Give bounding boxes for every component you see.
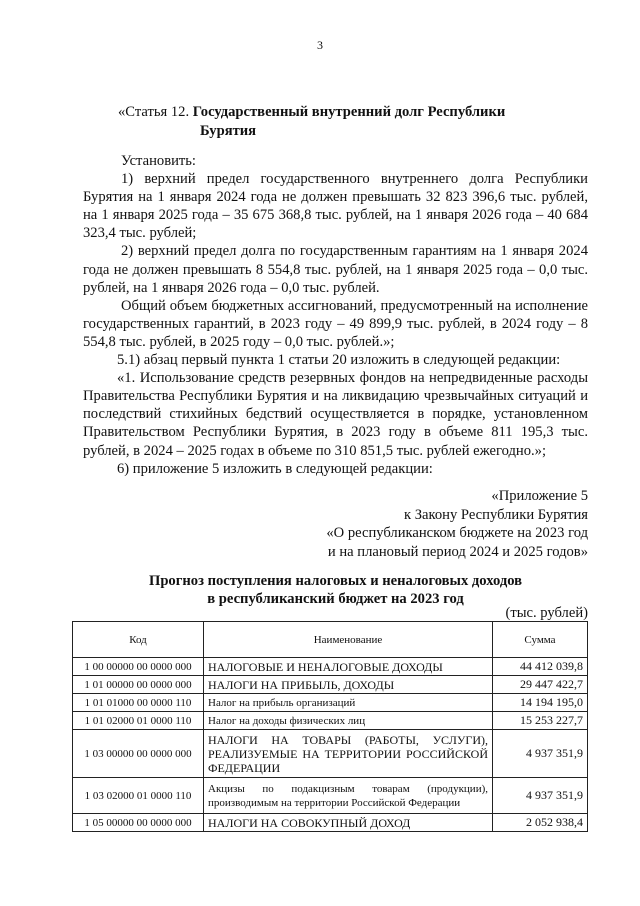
article-title-line1: Государственный внутренний долг Республики <box>192 104 506 120</box>
row-name: НАЛОГИ НА ПРИБЫЛЬ, ДОХОДЫ <box>204 676 493 694</box>
appendix-line: «О республиканском бюджете на 2023 год <box>326 525 588 541</box>
table-title-line1: Прогноз поступления налоговых и неналоговых доходов <box>148 573 523 589</box>
appendix-line: «Приложение 5 <box>491 488 588 504</box>
paragraph: 2) верхний предел долга по государственным гарантиям на 1 января 2024 года не должен превышать 8 554,8 тыс. рублей, на 1 января 2025 года – 0,0 тыс. рублей, на 1 января 2026 года – 0,0 тыс. рублей. <box>83 243 588 296</box>
row-code: 1 03 02000 01 0000 110 <box>73 778 204 814</box>
article-heading <box>118 103 505 141</box>
table-row <box>73 658 588 676</box>
paragraph: 1) верхний предел государственного внутреннего долга Республики Бурятия на 1 января 2024 года не должен превышать 32 823 396,6 тыс. рублей, на 1 января 2025 года – 35 675 368,8 тыс. рублей, на 1 января 2026 года – 40 684 323,4 тыс. рублей; <box>83 171 588 242</box>
appendix-line: к Закону Республики Бурятия <box>403 506 588 523</box>
row-sum: 2 052 938,4 <box>493 814 588 832</box>
table-row <box>73 778 588 814</box>
row-name: НАЛОГОВЫЕ И НЕНАЛОГОВЫЕ ДОХОДЫ <box>204 658 493 676</box>
table-title-line2: в республиканский бюджет на 2023 год <box>207 591 464 607</box>
row-name: НАЛОГИ НА ТОВАРЫ (РАБОТЫ, УСЛУГИ), РЕАЛИЗУЕМЫЕ НА ТЕРРИТОРИИ РОССИЙСКОЙ ФЕДЕРАЦИИ <box>204 730 493 778</box>
page-number: 3 <box>317 38 323 52</box>
paragraph: 6) приложение 5 изложить в следующей редакции: <box>117 460 433 477</box>
paragraph: Установить: <box>121 153 196 169</box>
table-row <box>73 730 588 778</box>
table-row <box>73 814 588 832</box>
table-row <box>73 712 588 730</box>
row-code: 1 00 00000 00 0000 000 <box>73 658 204 676</box>
paragraph: 5.1) абзац первый пункта 1 статьи 20 изложить в следующей редакции: <box>117 352 561 369</box>
units-label: (тыс. рублей) <box>505 605 588 621</box>
row-sum: 29 447 422,7 <box>493 676 588 694</box>
row-sum: 44 412 039,8 <box>493 658 588 676</box>
table-title <box>83 572 588 608</box>
row-name: Налог на прибыль организаций <box>204 694 493 712</box>
paragraph: «1. Использование средств резервных фондов на непредвиденные расходы Правительства Республики Бурятия и на ликвидацию чрезвычайных ситуаций и последствий стихийных бедствий осуществляется в порядке, установленном Правительством Республики Бурятия, в 2023 году в объеме 811 195,3 тыс. рублей, в 2024 – 2025 годах в объеме по 310 851,5 тыс. рублей ежегодно.»; <box>83 370 588 459</box>
row-sum: 4 937 351,9 <box>493 730 588 778</box>
row-code: 1 03 00000 00 0000 000 <box>73 730 204 778</box>
paragraph: Общий объем бюджетных ассигнований, предусмотренный на исполнение государственных гарантий, в 2023 году – 49 899,9 тыс. рублей, в 2024 году – 8 554,8 тыс. рублей, в 2025 году – 0,0 тыс. рублей.»; <box>83 297 588 350</box>
row-code: 1 01 02000 01 0000 110 <box>73 712 204 730</box>
appendix-reference <box>326 487 588 561</box>
row-code: 1 01 00000 00 0000 000 <box>73 676 204 694</box>
header-code: Код <box>73 622 204 658</box>
row-name: Акцизы по подакцизным товарам (продукции), производимым на территории Российской Федерации <box>204 778 493 814</box>
revenue-table <box>72 621 588 832</box>
row-name: НАЛОГИ НА СОВОКУПНЫЙ ДОХОД <box>204 814 493 832</box>
header-name: Наименование <box>204 622 493 658</box>
header-sum: Сумма <box>493 622 588 658</box>
row-sum: 15 253 227,7 <box>493 712 588 730</box>
row-sum: 4 937 351,9 <box>493 778 588 814</box>
row-sum: 14 194 195,0 <box>493 694 588 712</box>
row-code: 1 05 00000 00 0000 000 <box>73 814 204 832</box>
appendix-line: и на плановый период 2024 и 2025 годов» <box>327 543 588 560</box>
row-name: Налог на доходы физических лиц <box>204 712 493 730</box>
table-row <box>73 694 588 712</box>
table-header-row <box>73 622 588 658</box>
table-row <box>73 676 588 694</box>
row-code: 1 01 01000 00 0000 110 <box>73 694 204 712</box>
article-prefix: «Статья 12. <box>118 104 193 120</box>
article-title-line2: Бурятия <box>200 123 257 139</box>
body-text <box>83 152 588 478</box>
